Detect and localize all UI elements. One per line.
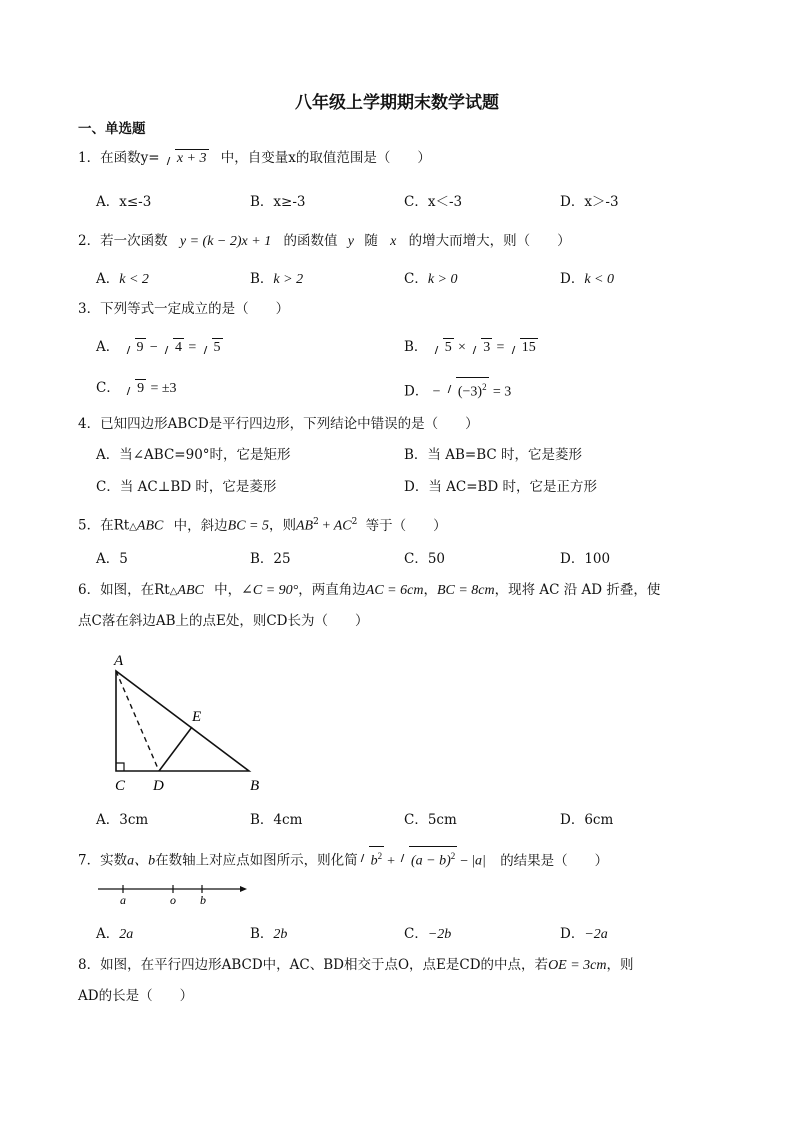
option-d[interactable]: D．−2a [560, 926, 608, 942]
section-heading: 一、单选题 [78, 121, 146, 137]
q7-stem: 7．实数a、b在数轴上对应点如图所示，则化简 $b^2 + (a - b)^2 - |a|$ 的结果是（ ） [78, 846, 608, 871]
q4-stem: 4．已知四边形ABCD是平行四边形，下列结论中错误的是（ ） [78, 416, 479, 432]
option-a[interactable]: A．k < 2 [96, 271, 149, 287]
page-title: 八年级上学期期末数学试题 [295, 93, 499, 113]
option-c[interactable]: C．k > 0 [404, 271, 458, 287]
segment-de [159, 727, 192, 771]
option-d[interactable]: D．当 AC=BD 时，它是正方形 [404, 479, 598, 495]
q2-stem: 2．若一次函数 y = (k − 2)x + 1 的函数值 y 随 x 的增大而增大，则（ ） [78, 233, 571, 249]
option-c[interactable]: C．5cm [404, 812, 457, 828]
option-a[interactable]: A．3cm [96, 812, 149, 828]
q8-stem-line2: AD的长是（ ） [78, 988, 194, 1004]
option-d[interactable]: D．x＞-3 [560, 194, 619, 210]
option-d[interactable]: D．6cm [560, 812, 614, 828]
option-a[interactable]: A．2a [96, 926, 134, 942]
option-b[interactable]: B．2b [250, 926, 288, 942]
number-line [95, 880, 255, 910]
label-a: a [120, 893, 126, 907]
q6-stem-line1: 6．如图，在Rt△ABC 中，∠C = 90°，两直角边AC = 6cm，BC = 8cm，现将 AC 沿 AD 折叠，使 [78, 582, 661, 598]
label-b: B [250, 778, 260, 794]
option-a[interactable]: A．5 [96, 551, 128, 567]
label-c: C [115, 778, 126, 794]
label-o: o [170, 893, 176, 907]
q5-stem: 5．在Rt△ABC 中，斜边BC = 5，则$AB^2 + AC^2$ 等于（ ） [78, 517, 447, 534]
option-a[interactable]: A．当∠ABC=90°时，它是矩形 [96, 447, 291, 463]
triangle-abc [116, 671, 249, 771]
option-c[interactable]: C．−2b [404, 926, 452, 942]
option-b[interactable]: B．k > 2 [250, 271, 304, 287]
triangle-figure [100, 645, 275, 800]
label-a: A [114, 653, 124, 669]
q8-stem-line1: 8．如图，在平行四边形ABCD中，AC、BD相交于点O，点E是CD的中点，若OE = 3cm，则 [78, 957, 634, 973]
option-a[interactable]: A． 9 − 4 = 5 [96, 339, 221, 355]
q3-stem: 3．下列等式一定成立的是（ ） [78, 301, 290, 317]
sqrt-expression: x + 3 [164, 149, 209, 168]
option-a[interactable]: A．x≤-3 [96, 194, 152, 210]
fold-line-ad [116, 671, 159, 771]
right-angle-mark [116, 763, 124, 771]
option-b[interactable]: B．当 AB=BC 时，它是菱形 [404, 447, 582, 463]
option-d[interactable]: D． − $(-3)^2 = 3$ [404, 377, 511, 402]
option-b[interactable]: B． 5 × 3 = 15 [404, 339, 536, 355]
option-d[interactable]: D．k < 0 [560, 271, 614, 287]
q1-stem: 1．在函数y= x + 3 中，自变量x的取值范围是（ ） [78, 150, 431, 166]
option-d[interactable]: D．100 [560, 551, 611, 567]
option-c[interactable]: C．x＜-3 [404, 194, 463, 210]
option-c[interactable]: C．当 AC⊥BD 时，它是菱形 [96, 479, 277, 495]
q6-stem-line2: 点C落在斜边AB上的点E处，则CD长为（ ） [78, 613, 369, 629]
option-b[interactable]: B．4cm [250, 812, 303, 828]
arrow-icon [240, 886, 247, 892]
label-e: E [192, 709, 202, 725]
option-b[interactable]: B．x≥-3 [250, 194, 306, 210]
label-b: b [200, 893, 206, 907]
label-d: D [153, 778, 164, 794]
option-c[interactable]: C． 9 = ±3 [96, 380, 177, 396]
option-b[interactable]: B．25 [250, 551, 291, 567]
option-c[interactable]: C．50 [404, 551, 446, 567]
